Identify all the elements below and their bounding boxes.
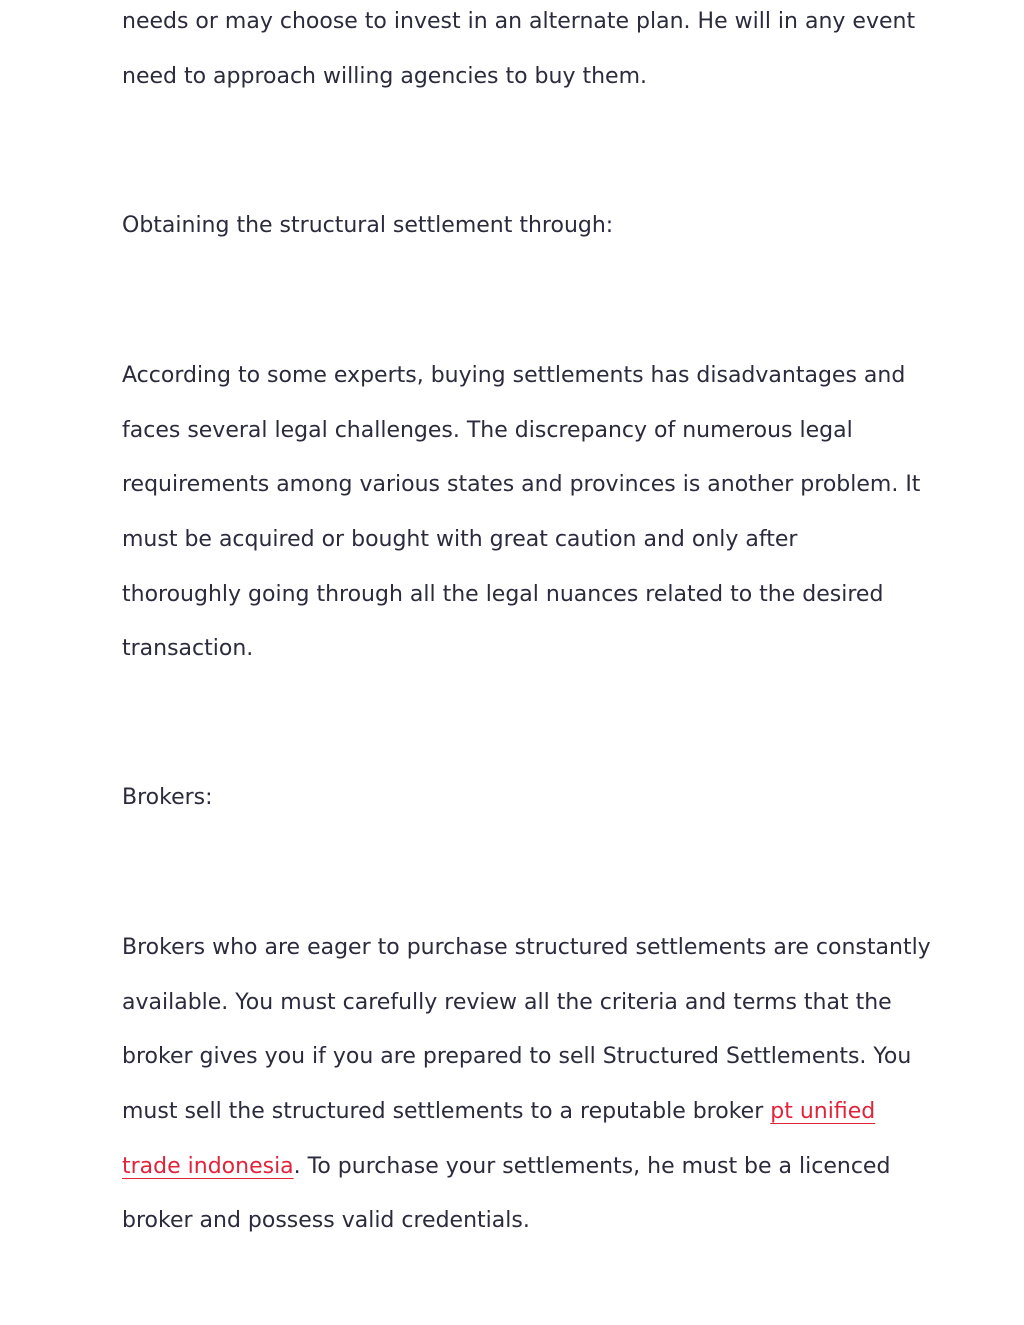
paragraph-line: available. You must carefully review all the criteria and terms that the (122, 990, 892, 1015)
paragraph-line-with-link (122, 1152, 890, 1182)
broker-link-continued[interactable]: trade indonesia (122, 1154, 294, 1179)
paragraph-line: thoroughly going through all the legal nuances related to the desired (122, 582, 884, 607)
paragraph-line-with-link (122, 1097, 875, 1127)
paragraph-line: must be acquired or bought with great caution and only after (122, 527, 798, 552)
intro-line-2: need to approach willing agencies to buy them. (122, 64, 647, 89)
paragraph-line: requirements among various states and provinces is another problem. It (122, 472, 921, 497)
paragraph-line: Brokers who are eager to purchase structured settlements are constantly (122, 935, 931, 960)
paragraph-line: broker and possess valid credentials. (122, 1208, 530, 1233)
paragraph-text: . To purchase your settlements, he must be a licenced (293, 1154, 891, 1179)
intro-line-1: needs or may choose to invest in an alternate plan. He will in any event (122, 9, 916, 34)
paragraph-line: transaction. (122, 636, 254, 661)
paragraph-line: According to some experts, buying settlements has disadvantages and (122, 363, 906, 388)
section-heading-obtaining: Obtaining the structural settlement through: (122, 213, 614, 238)
broker-link[interactable]: pt unified (770, 1099, 876, 1124)
paragraph-line: broker gives you if you are prepared to sell Structured Settlements. You (122, 1044, 912, 1069)
paragraph-line: faces several legal challenges. The discrepancy of numerous legal (122, 418, 853, 443)
paragraph-text: must sell the structured settlements to a reputable broker (122, 1099, 771, 1124)
section-heading-brokers: Brokers: (122, 785, 213, 810)
